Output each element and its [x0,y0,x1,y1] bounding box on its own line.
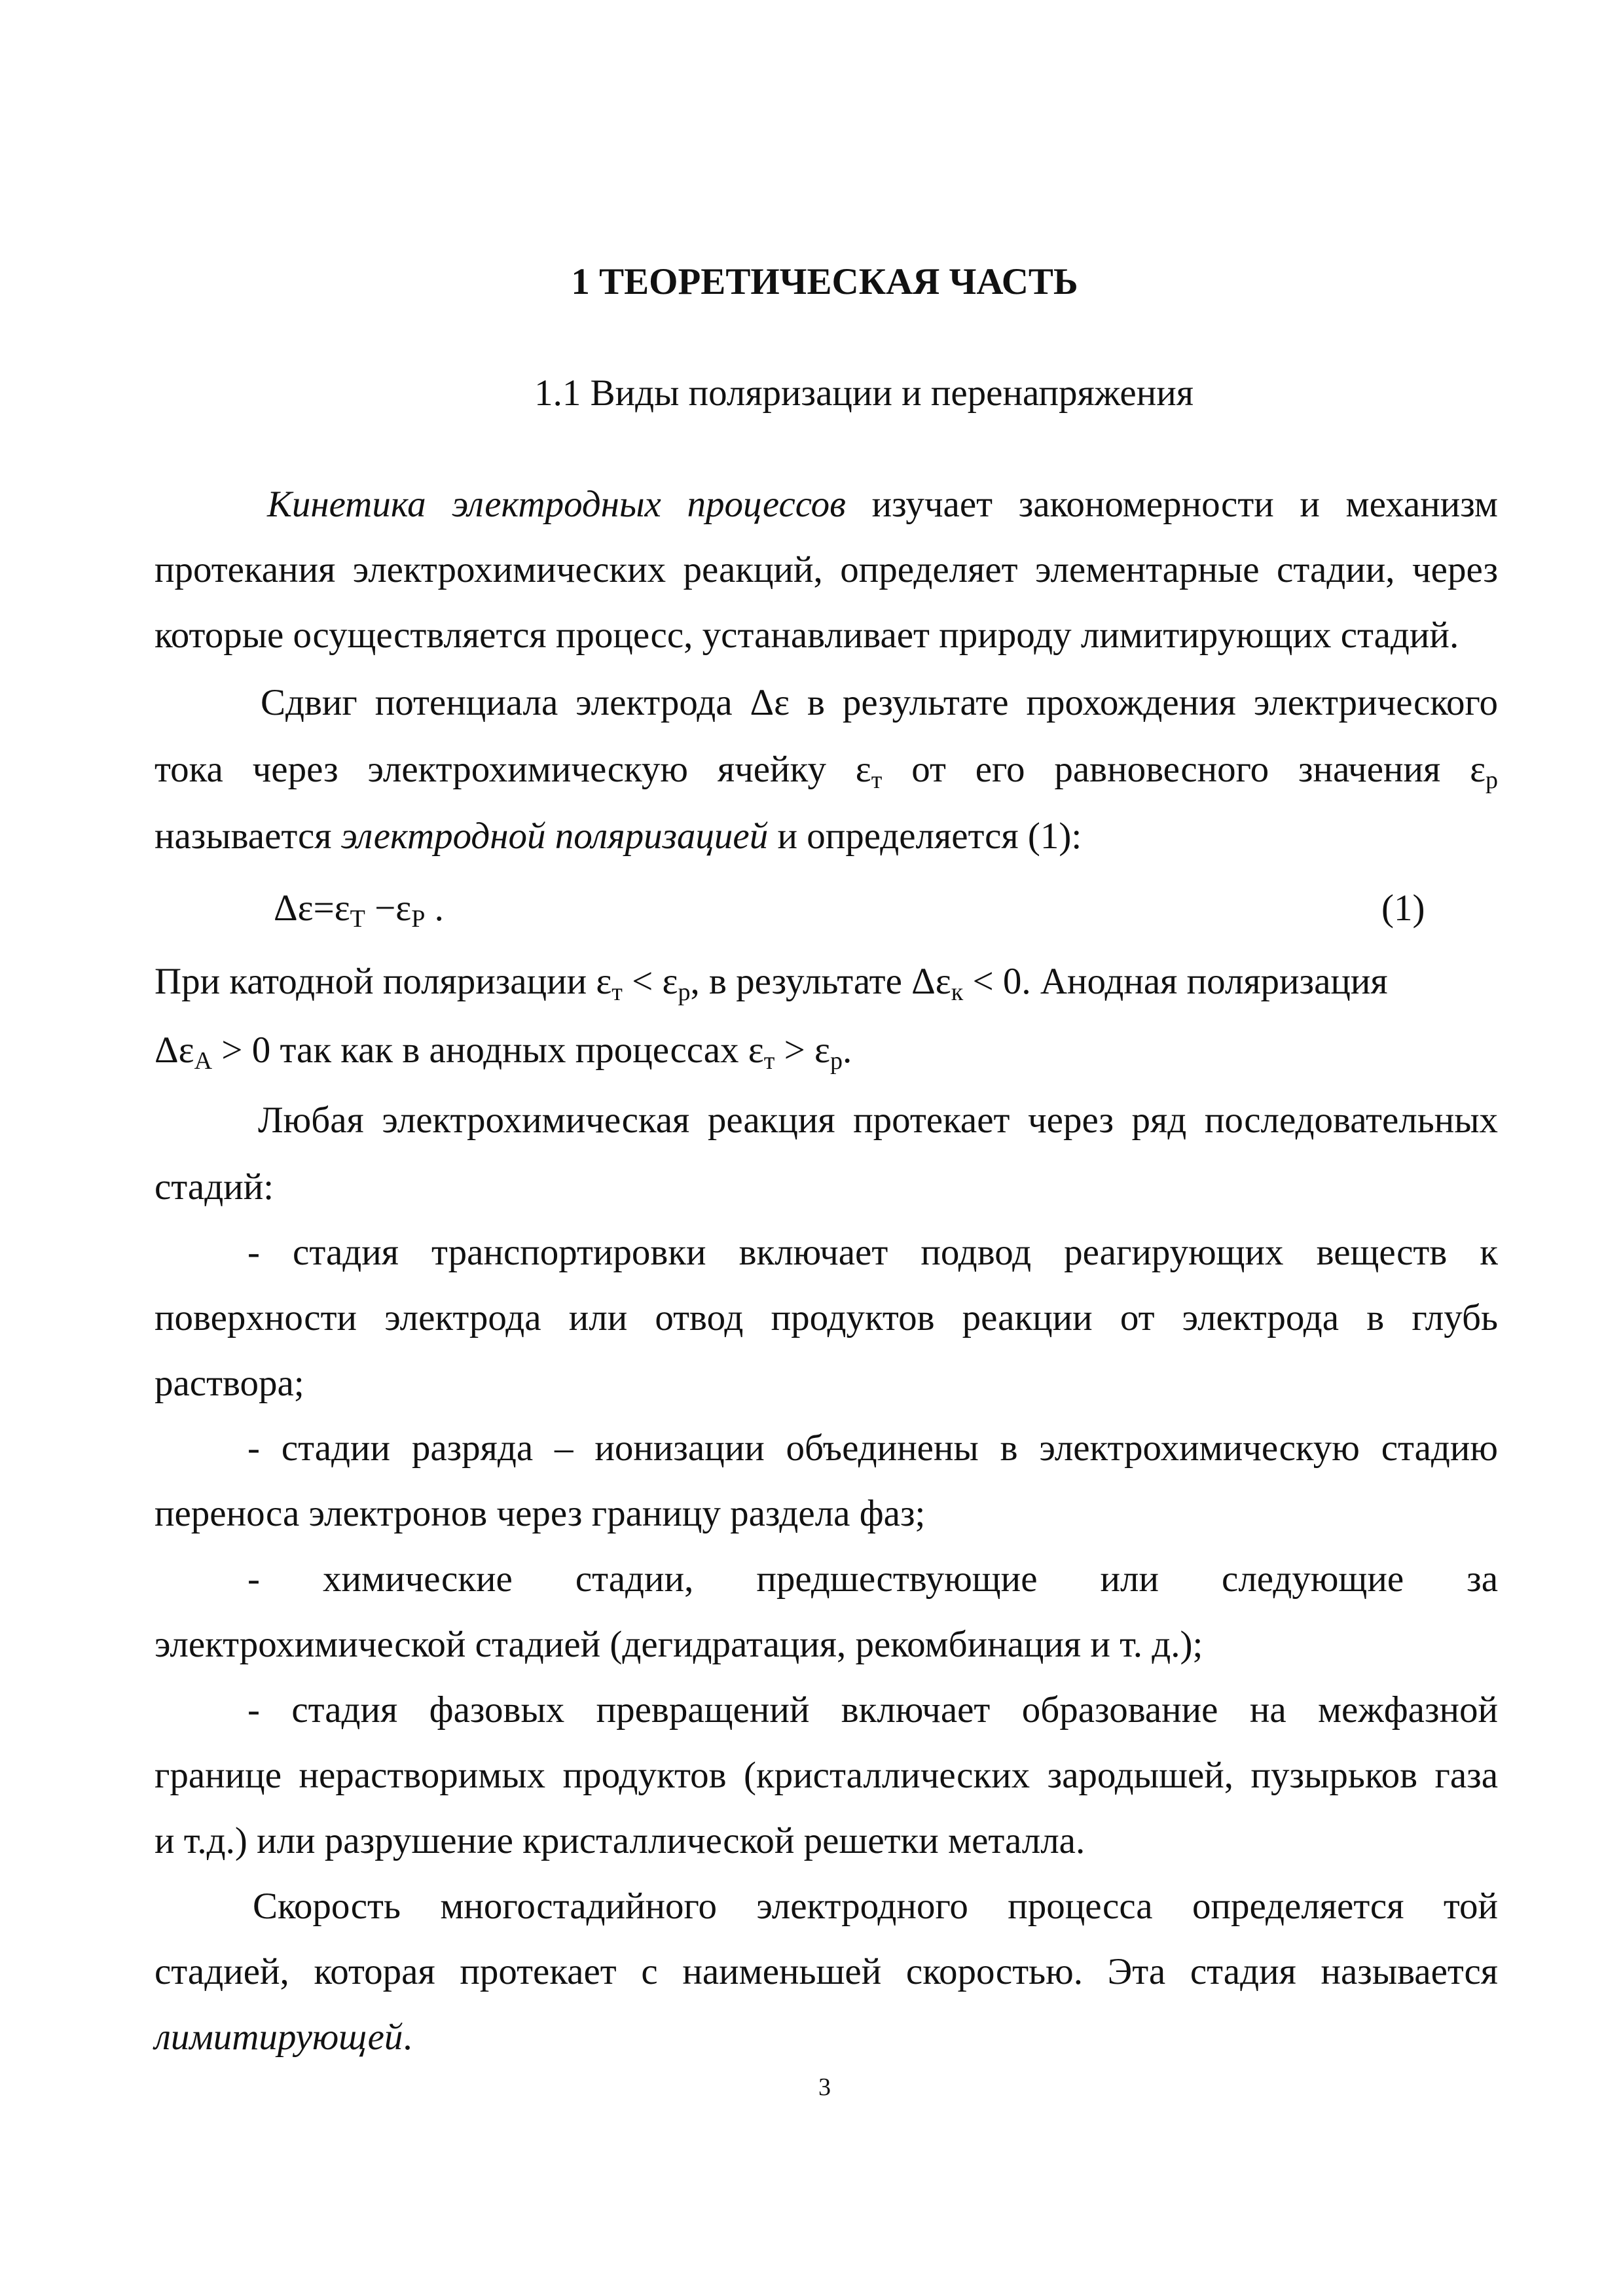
subscript: т [611,978,623,1006]
paragraph-text: от его равновесного значения ε [911,749,1486,790]
formula-number: (1) [1381,888,1425,929]
paragraph-kinetics-line-1 [267,486,1498,523]
paragraph-text: изучает закономерности и механизм [871,484,1499,525]
subscript: А [194,1047,213,1075]
list-item-phase-line-3: и т.д.) или разрушение кристаллической решетки металла. [155,1820,1085,1861]
subscript: р [830,1047,843,1075]
paragraph-kinetics-line-3: которые осуществляется процесс, устанавливает природу лимитирующих стадий. [155,615,1459,656]
subscript: т [763,1047,775,1075]
paragraph-rate-line-1: Скорость многостадийного электродного процесса определяется той [253,1886,1498,1927]
term-electrode-polarization: электродной поляризацией [340,816,769,857]
formula-text: Δε=ε [274,888,350,929]
subscript: P [411,905,426,933]
paragraph-stages-line-2: стадий: [155,1166,274,1208]
paragraph-kinetics-line-2: протекания электрохимических реакций, определяет элементарные стадии, через [155,549,1498,590]
paragraph-shift-line-1: Сдвиг потенциала электрода Δε в результате прохождения электрического [261,682,1498,723]
page-number: 3 [818,2073,831,2101]
list-item-discharge-line-1: - стадии разряда – ионизации объединены в электрохимическую стадию [247,1427,1498,1469]
paragraph-text: Δε [155,1030,194,1071]
term-limiting: лимитирующей [155,2017,403,2058]
formula-text: . [425,888,444,929]
paragraph-text: При катодной поляризации ε [155,961,612,1002]
paragraph-stages-line-1: Любая электрохимическая реакция протекает через ряд последовательных [258,1100,1498,1141]
subscript: т [871,766,883,794]
list-item-transport-line-3: раствора; [155,1363,304,1404]
list-item-phase-line-2: границе нерастворимых продуктов (кристаллических зародышей, пузырьков газа [155,1755,1498,1796]
paragraph-text: тока через электрохимическую ячейку ε [155,749,871,790]
paragraph-text: , в результате Δε [690,961,951,1002]
paragraph-text: < ε [622,961,678,1002]
list-item-phase-line-1: - стадия фазовых превращений включает образование на межфазной [247,1689,1498,1731]
paragraph-cathodic-line-2 [155,1030,852,1075]
term-electrode-kinetics: Кинетика электродных процессов [267,484,846,525]
paragraph-text: > 0 так как в анодных процессах ε [212,1030,764,1071]
list-item-chemical-line-1: - химические стадии, предшествующие или следующие за [247,1558,1498,1600]
subscript: к [951,978,964,1006]
paragraph-text: называется [155,816,332,857]
paragraph-text: > ε [775,1030,830,1071]
list-item-chemical-line-2: электрохимической стадией (дегидратация, рекомбинация и т. д.); [155,1624,1203,1665]
subscript: р [1486,766,1499,794]
formula-1 [274,888,444,933]
paragraph-text: . [403,2017,412,2058]
subscript: T [350,905,365,933]
list-item-transport-line-1: - стадия транспортировки включает подвод реагирующих веществ к [247,1232,1498,1273]
subsection-heading: 1.1 Виды поляризации и перенапряжения [534,372,1194,414]
paragraph-text: . [842,1030,852,1071]
paragraph-cathodic-line-1 [155,961,1388,1006]
paragraph-text: < 0. Анодная поляризация [963,961,1388,1002]
paragraph-rate-line-3 [155,2018,412,2056]
paragraph-shift-line-2 [155,749,1499,794]
list-item-discharge-line-2: переноса электронов через границу раздела фаз; [155,1493,926,1534]
subscript: р [678,978,691,1006]
section-heading: 1 ТЕОРЕТИЧЕСКАЯ ЧАСТЬ [571,261,1078,302]
list-item-transport-line-2: поверхности электрода или отвод продуктов реакции от электрода в глубь [155,1297,1498,1338]
paragraph-text: и определяется (1): [777,816,1082,857]
formula-text: −ε [365,888,412,929]
paragraph-shift-line-3 [155,817,1082,855]
paragraph-rate-line-2: стадией, которая протекает с наименьшей скоростью. Эта стадия называется [155,1951,1498,1992]
